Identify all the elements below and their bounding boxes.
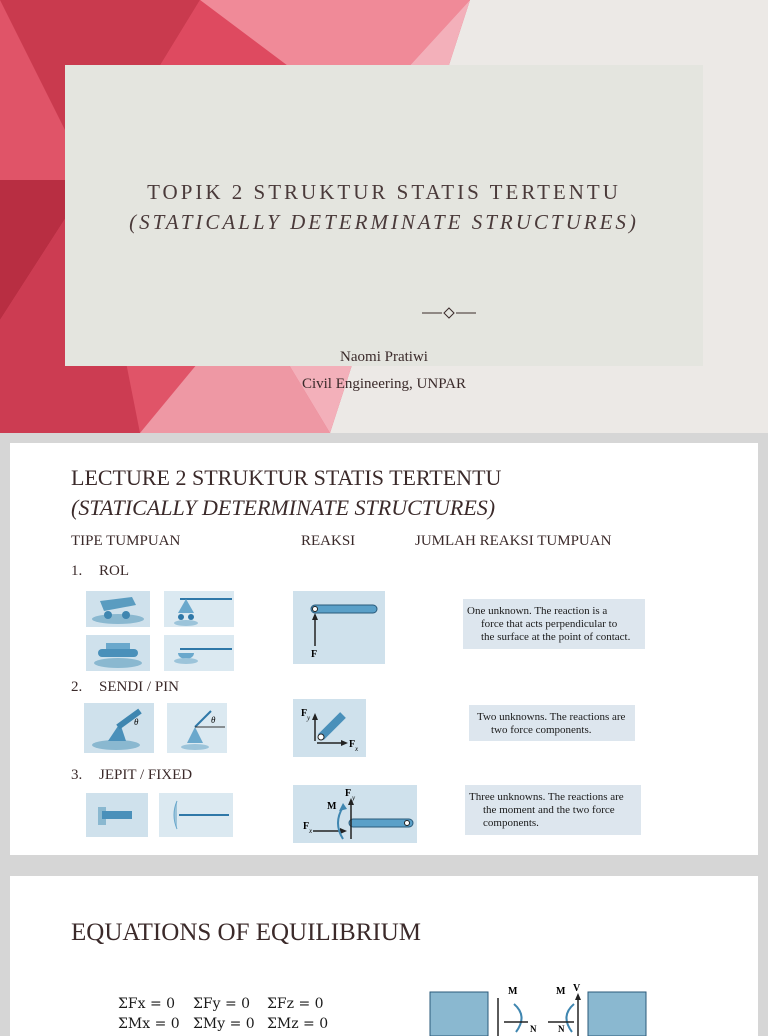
svg-text:M: M — [556, 986, 566, 997]
equation-sum-fz: ΣFz = 0 — [267, 996, 324, 1012]
header-reaction-count: JUMLAH REAKSI TUMPUAN — [415, 533, 612, 549]
support-item-pin: 2. SENDI / PIN — [71, 679, 180, 695]
supports-slide — [10, 443, 758, 855]
svg-text:F: F — [303, 821, 310, 832]
title-box — [65, 65, 703, 392]
svg-text:y: y — [352, 794, 356, 802]
svg-text:M: M — [508, 986, 518, 997]
svg-text:F: F — [345, 788, 352, 799]
support-label: JEPIT / FIXED — [99, 767, 193, 783]
fixed-support-photo-icon — [86, 793, 148, 837]
support-item-fixed: 3. JEPIT / FIXED — [71, 767, 193, 783]
svg-text:θ: θ — [211, 715, 216, 725]
pin-support-sketch-icon — [167, 703, 227, 753]
reaction-label-f: F — [311, 649, 318, 660]
title-slide — [0, 0, 768, 433]
equation-sum-mx: ΣMx = 0 — [118, 1016, 180, 1032]
author-name: Naomi Pratiwi — [340, 349, 428, 365]
equation-sum-fy: ΣFy = 0 — [193, 996, 251, 1012]
svg-text:x: x — [355, 745, 359, 753]
author-affiliation: Civil Engineering, UNPAR — [301, 376, 467, 392]
roller-reaction-diagram — [293, 591, 385, 664]
rocker-support-sketch-icon — [164, 635, 234, 671]
svg-text:F: F — [349, 739, 356, 750]
slide-title-line1: TOPIK 2 STRUKTUR STATIS TERTENTU — [147, 180, 621, 204]
svg-text:N: N — [530, 1024, 537, 1034]
svg-text:V: V — [573, 983, 581, 994]
svg-text:θ: θ — [134, 717, 139, 727]
support-label: ROL — [99, 563, 129, 579]
support-item-rol: 1. ROL — [71, 563, 129, 579]
diamond-divider-icon — [422, 306, 476, 320]
equation-sum-fx: ΣFx = 0 — [118, 996, 176, 1012]
svg-text:y: y — [307, 714, 311, 722]
rocker-support-photo-icon — [86, 635, 150, 671]
reaction-note-fixed: Three unknowns. The reactions are the moment and the two force components. — [465, 785, 641, 835]
pin-reaction-diagram — [293, 699, 366, 757]
slide-title-line2: (STATICALLY DETERMINATE STRUCTURES) — [71, 495, 496, 520]
svg-text:N: N — [558, 1024, 565, 1034]
pin-support-photo-icon — [84, 703, 154, 753]
svg-text:M: M — [327, 801, 337, 812]
equation-sum-my: ΣMy = 0 — [193, 1016, 255, 1032]
svg-text:F: F — [301, 708, 308, 719]
fixed-reaction-diagram — [293, 785, 417, 843]
header-reaction: REAKSI — [301, 533, 356, 549]
header-support-type: TIPE TUMPUAN — [71, 533, 181, 549]
equilibrium-slide — [10, 876, 758, 1036]
slide-title: EQUATIONS OF EQUILIBRIUM — [71, 919, 421, 946]
roller-support-photo-icon — [86, 591, 150, 627]
svg-text:x: x — [309, 827, 313, 835]
equation-sum-mz: ΣMz = 0 — [267, 1016, 329, 1032]
fixed-support-sketch-icon — [159, 793, 233, 837]
roller-support-sketch-icon — [164, 591, 234, 627]
reaction-note-pin: Two unknowns. The reactions are two force components. — [469, 705, 635, 741]
support-label: SENDI / PIN — [99, 679, 180, 695]
reaction-note-rol: One unknown. The reaction is a force that acts perpendicular to the surface at the point of contact. — [463, 599, 645, 649]
slide-title — [71, 463, 501, 523]
internal-forces-diagram — [428, 982, 650, 1036]
slide-title-line1: LECTURE 2 STRUKTUR STATIS TERTENTU — [71, 465, 502, 490]
slide-title-line2: (STATICALLY DETERMINATE STRUCTURES) — [129, 210, 639, 234]
